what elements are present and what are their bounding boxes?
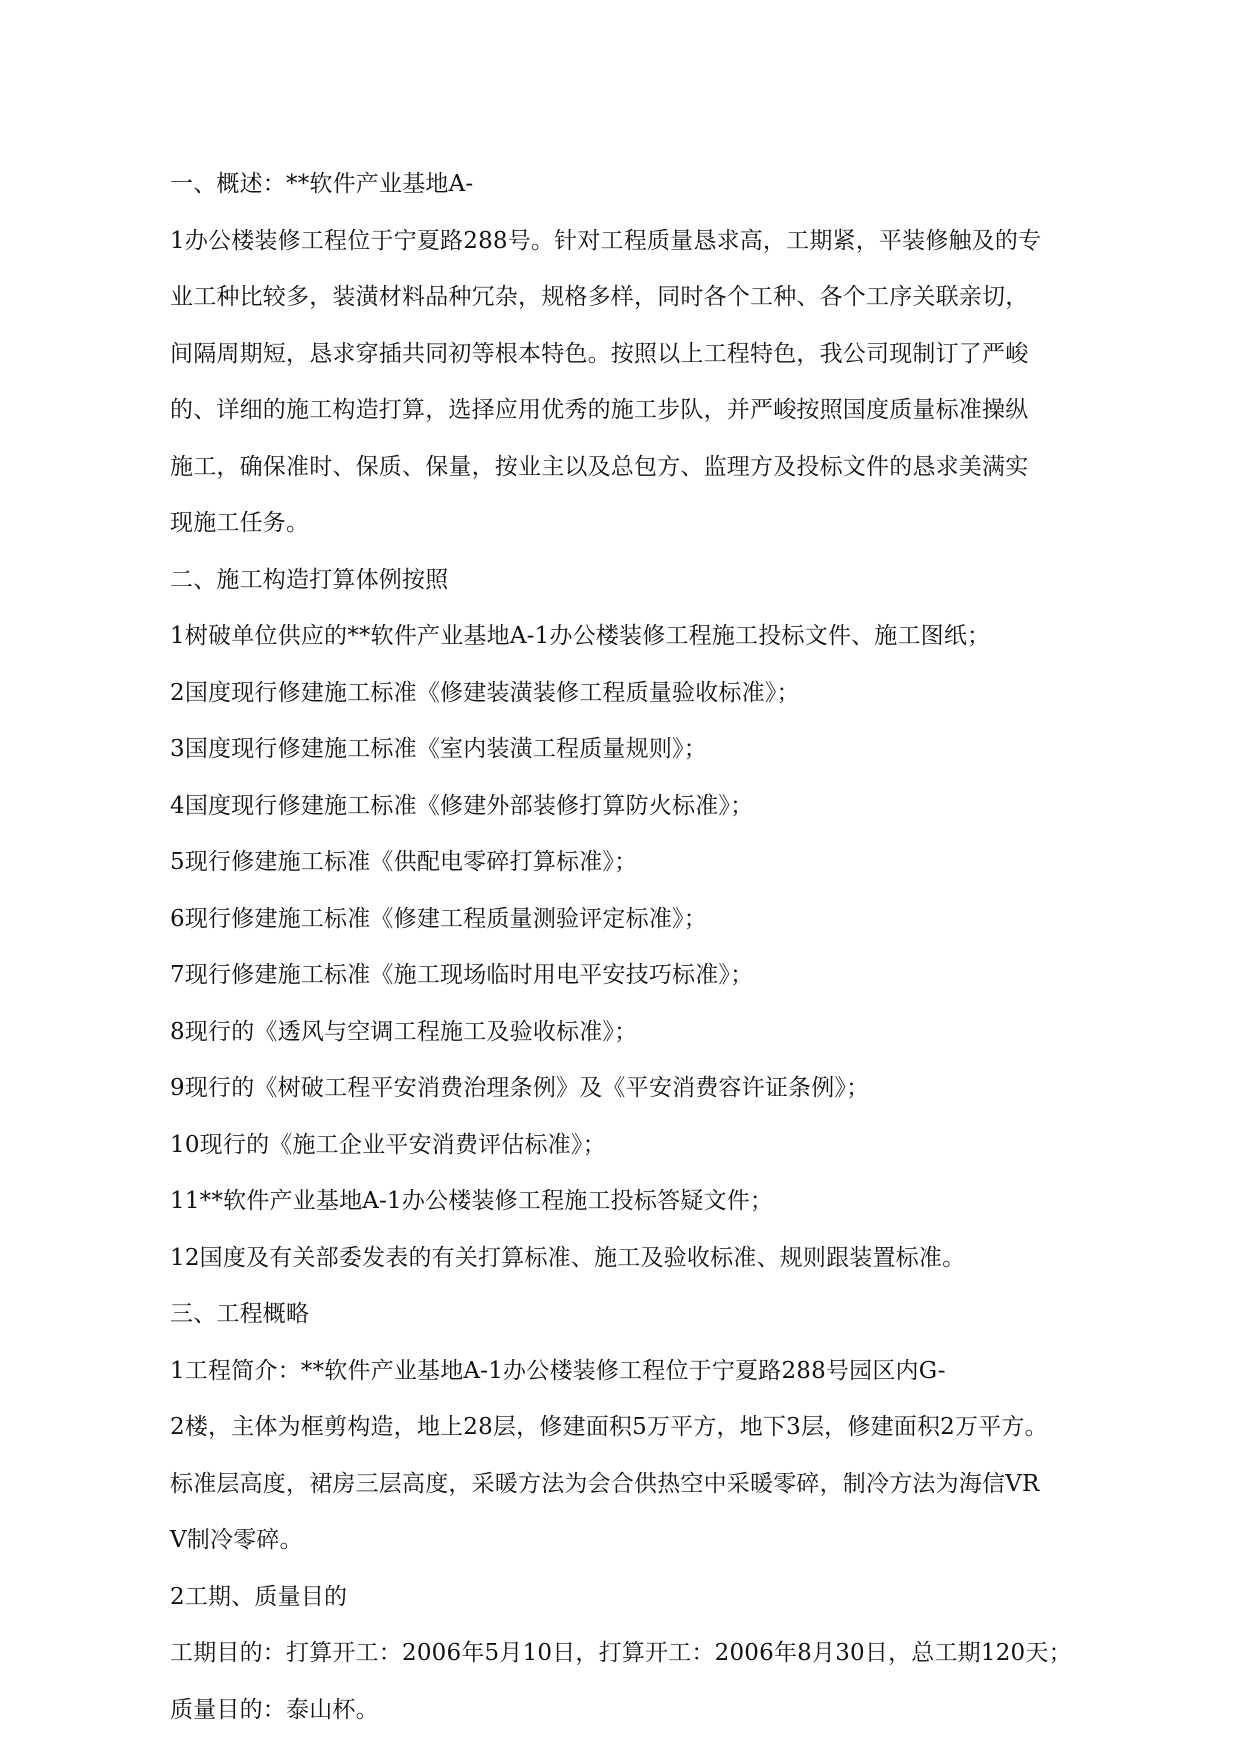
list-item: 11**软件产业基地A-1办公楼装修工程施工投标答疑文件； (170, 1188, 774, 1214)
list-item: 3国度现行修建施工标准《室内装潢工程质量规则》； (170, 736, 707, 762)
paragraph-line: 标准层高度，裙房三层高度，采暖方法为会合供热空中采暖零碎，制冷方法为海信VR (170, 1470, 1040, 1497)
paragraph-line: 1办公楼装修工程位于宁夏路288号。针对工程质量恳求高，工期紧，平装修触及的专 (170, 227, 1042, 254)
heading-basis: 二、施工构造打算体例按照 (170, 566, 449, 593)
paragraph-line: V制冷零碎。 (170, 1527, 303, 1553)
list-item: 2国度现行修建施工标准《修建装潢装修工程质量验收标准》； (170, 679, 800, 706)
paragraph-line: 1工程简介：**软件产业基地A-1办公楼装修工程位于宁夏路288号园区内G- (170, 1357, 946, 1384)
heading-project-overview: 三、工程概略 (170, 1301, 310, 1327)
list-item: 7现行修建施工标准《施工现场临时用电平安技巧标准》； (170, 962, 754, 988)
paragraph-line: 间隔周期短，恳求穿插共同初等根本特色。按照以上工程特色，我公司现制订了严峻 (170, 340, 1029, 367)
document-body (170, 156, 1100, 1738)
list-item: 4国度现行修建施工标准《修建外部装修打算防火标准》； (170, 792, 754, 819)
list-item: 10现行的《施工企业平安消费评估标准》； (170, 1131, 606, 1158)
paragraph-line: 质量目的：泰山杯。 (170, 1696, 379, 1723)
list-item: 8现行的《透风与空调工程施工及验收标准》； (170, 1018, 638, 1045)
list-item: 1树破单位供应的**软件产业基地A-1办公楼装修工程施工投标文件、施工图纸； (170, 623, 991, 649)
heading-overview: 一、概述：**软件产业基地A- (170, 171, 474, 197)
list-item: 6现行修建施工标准《修建工程质量测验评定标准》； (170, 905, 707, 932)
paragraph-line: 2楼，主体为框剪构造，地上28层，修建面积5万平方，地下3层，修建面积2万平方。 (170, 1414, 1048, 1440)
paragraph-line: 工期目的：打算开工：2006年5月10日，打算开工：2006年8月30日，总工期120天； (170, 1640, 1072, 1666)
paragraph-line: 业工种比较多，装潢材料品种冗杂，规格多样，同时各个工种、各个工序关联亲切， (170, 284, 1029, 310)
paragraph-line: 施工，确保准时、保质、保量，按业主以及总包方、监理方及投标文件的恳求美满实 (170, 453, 1029, 480)
list-item: 12国度及有关部委发表的有关打算标准、施工及验收标准、规则跟装置标准。 (170, 1244, 966, 1271)
subheading-schedule-quality: 2工期、质量目的 (170, 1583, 348, 1610)
paragraph-line: 现施工任务。 (170, 510, 310, 536)
list-item: 9现行的《树破工程平安消费治理条例》及《平安消费容许证条例》； (170, 1075, 870, 1101)
list-item: 5现行修建施工标准《供配电零碎打算标准》； (170, 849, 638, 875)
paragraph-line: 的、详细的施工构造打算，选择应用优秀的施工步队，并严峻按照国度质量标准操纵 (170, 397, 1029, 423)
